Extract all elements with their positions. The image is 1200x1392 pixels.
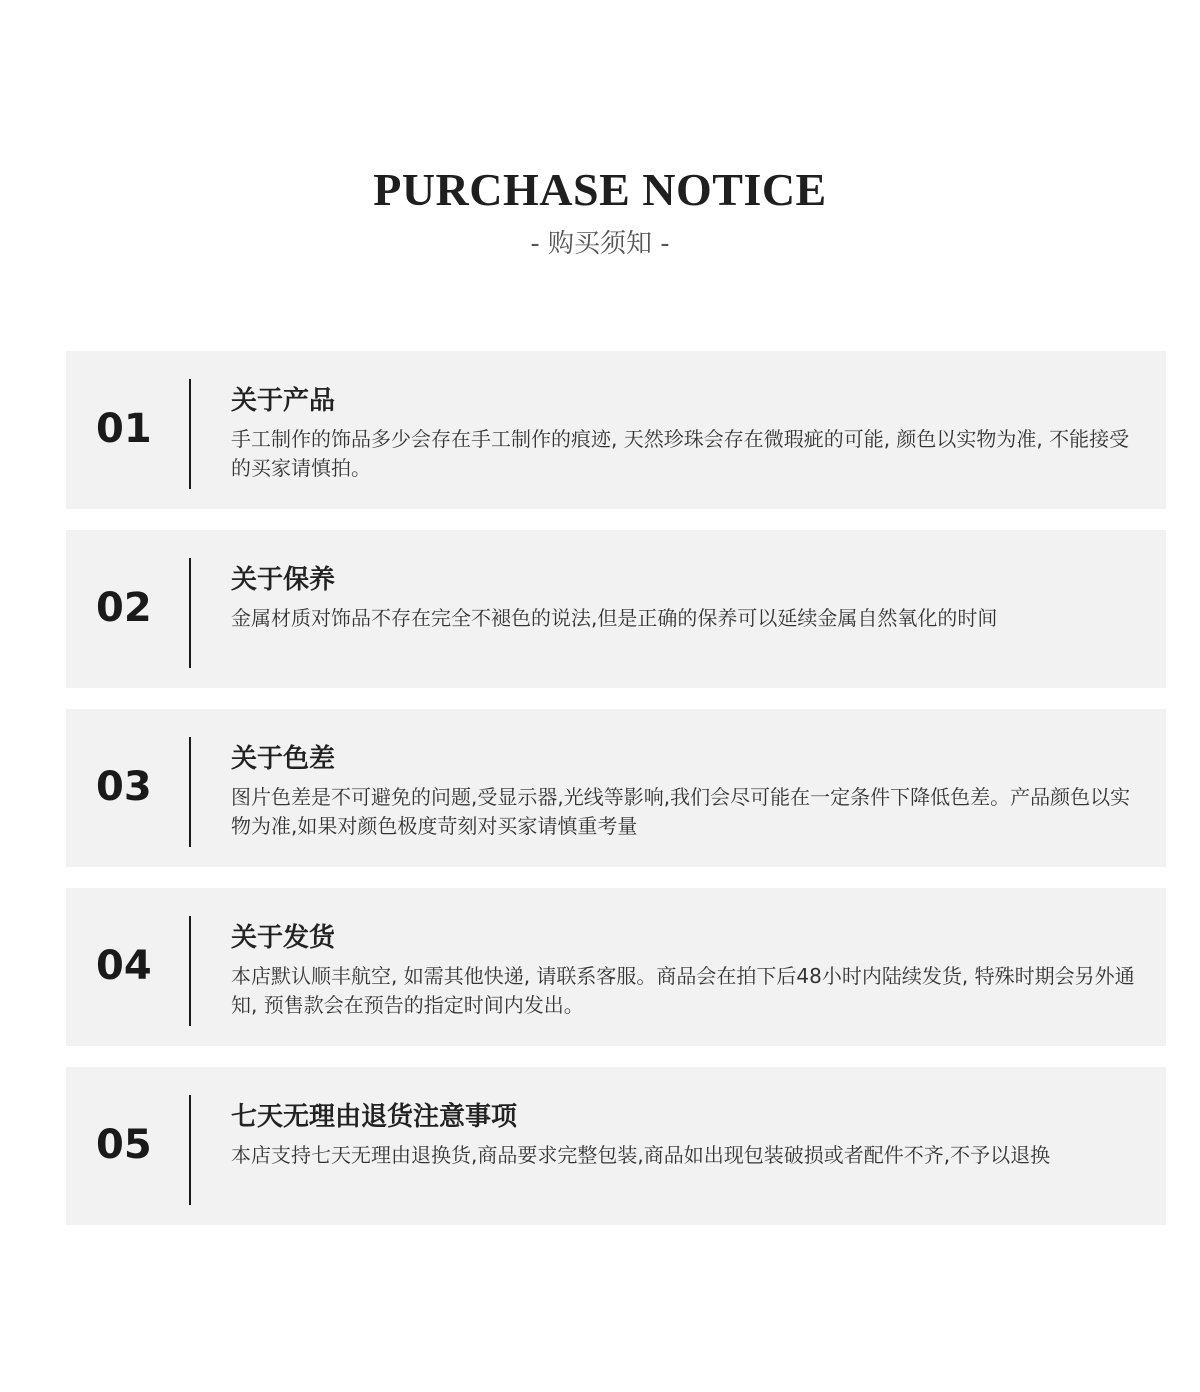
- page-subtitle: - 购买须知 -: [530, 229, 670, 259]
- notice-heading: 关于保养: [231, 565, 336, 595]
- notice-divider: [189, 1095, 191, 1205]
- notice-number: 01: [96, 406, 152, 452]
- notice-content: [231, 381, 1146, 483]
- notice-heading: 关于产品: [231, 386, 336, 416]
- notice-content: [231, 739, 1146, 841]
- notice-content: [231, 1097, 1146, 1170]
- notice-number: 03: [96, 764, 152, 810]
- notice-number: 04: [96, 943, 152, 989]
- notice-heading: 关于发货: [231, 923, 336, 953]
- notice-content: [231, 918, 1146, 1020]
- notice-divider: [189, 737, 191, 847]
- notice-content: [231, 560, 1146, 633]
- notice-divider: [189, 379, 191, 489]
- notice-number: 02: [96, 585, 152, 631]
- notice-number: 05: [96, 1122, 152, 1168]
- notice-text: 手工制作的饰品多少会存在手工制作的痕迹, 天然珍珠会存在微瑕疵的可能, 颜色以实物为准, 不能接受的买家请慎拍。: [231, 427, 1130, 480]
- notice-heading: 关于色差: [231, 744, 336, 774]
- notice-text: 图片色差是不可避免的问题,受显示器,光线等影响,我们会尽可能在一定条件下降低色差。产品颜色以实物为准,如果对颜色极度苛刻对买家请慎重考量: [231, 785, 1131, 838]
- notice-card-color-difference: [66, 709, 1166, 867]
- notice-heading: 七天无理由退货注意事项: [231, 1102, 518, 1132]
- page-title: PURCHASE NOTICE: [373, 164, 827, 215]
- page-header: [0, 160, 1200, 262]
- notice-divider: [189, 558, 191, 668]
- notice-card-product: [66, 351, 1166, 509]
- notice-text: 本店支持七天无理由退换货,商品要求完整包装,商品如出现包装破损或者配件不齐,不予以退换: [231, 1143, 1051, 1167]
- notice-card-returns: [66, 1067, 1166, 1225]
- notice-list: [66, 351, 1166, 1246]
- notice-text: 金属材质对饰品不存在完全不褪色的说法,但是正确的保养可以延续金属自然氧化的时间: [231, 606, 998, 630]
- notice-card-maintenance: [66, 530, 1166, 688]
- notice-divider: [189, 916, 191, 1026]
- notice-card-shipping: [66, 888, 1166, 1046]
- notice-text: 本店默认顺丰航空, 如需其他快递, 请联系客服。商品会在拍下后48小时内陆续发货, 特殊时期会另外通知, 预售款会在预告的指定时间内发出。: [231, 964, 1135, 1017]
